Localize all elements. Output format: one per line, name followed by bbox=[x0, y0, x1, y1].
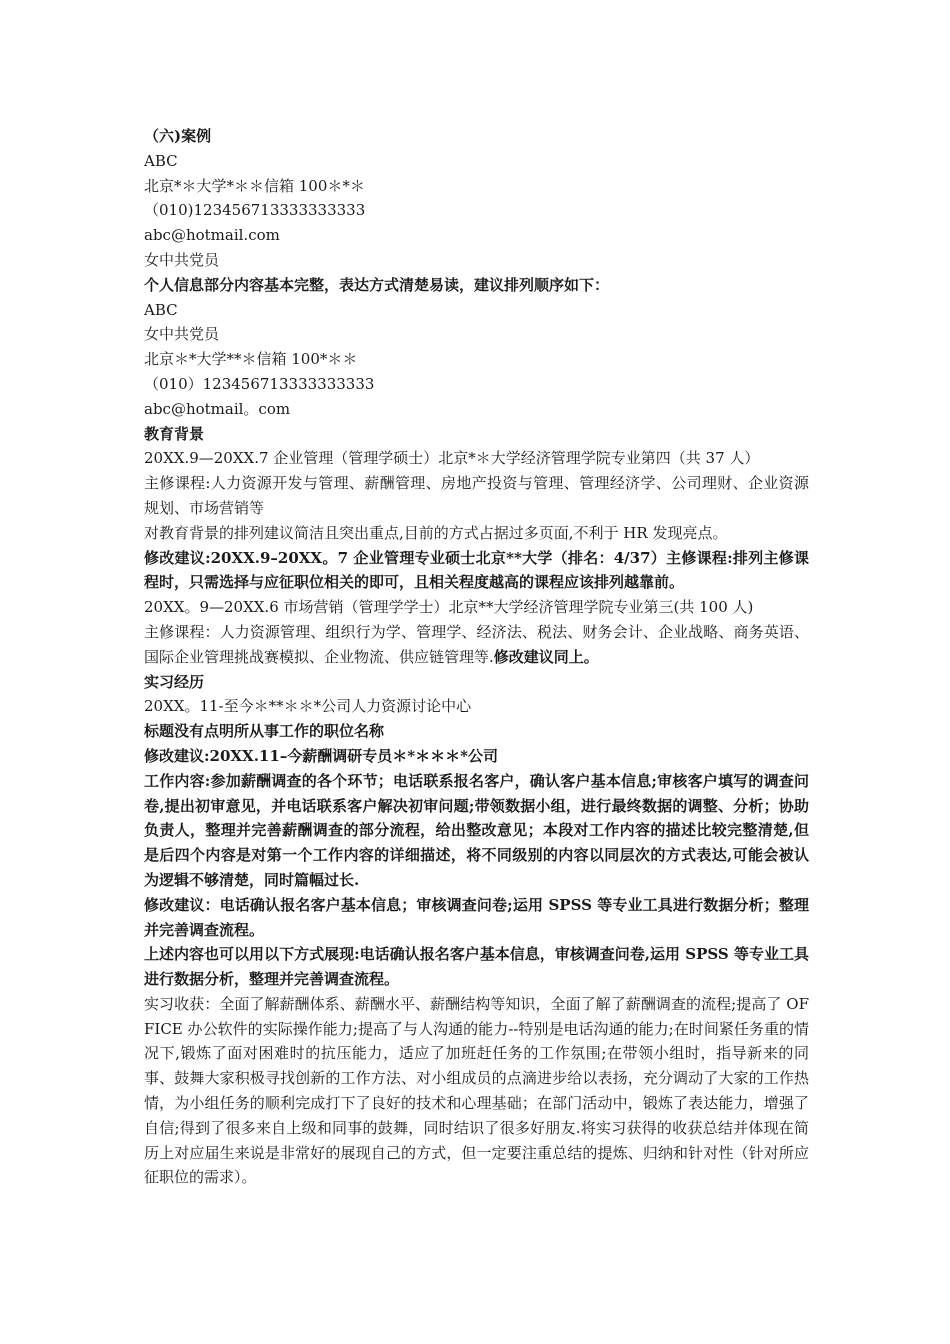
phone-line: （010)123456713333333333 bbox=[144, 201, 366, 220]
education-comment: 对教育背景的排列建议简洁且突出重点,目前的方式占据过多页面,不利于 HR 发现亮点。 bbox=[144, 523, 728, 542]
phone-line-revised: （010）123456713333333333 bbox=[144, 374, 375, 393]
address-line: 北京*＊大学*＊＊信箱 100＊*＊ bbox=[144, 176, 365, 195]
internship-gains: 实习收获：全面了解薪酬体系、薪酬水平、薪酬结构等知识，全面了解了薪酬调查的流程;提高了 OFFICE 办公软件的实际操作能力;提高了与人沟通的能力--特别是电话沟通的能力;在时间紧任务重的情况下,锻炼了面对困难时的抗压能力，适应了加班赶任务的工作氛围;在带领小组时，指导新来的同事、鼓舞大家积极寻找创新的工作方法、对小组成员的点滴进步给以表扬，充分调动了大家的工作热情，为小组任务的顺利完成打下了良好的技术和心理基础；在部门活动中，锻炼了表达能力，增强了自信;得到了很多来自上级和同事的鼓舞，同时结识了很多好朋友.将实习获得的收获总结并体现在简历上对应届生来说是非常好的展现自己的方式，但一定要注重总结的提炼、归纳和针对性（针对所应征职位的需求）。 bbox=[144, 994, 809, 1187]
name-line: ABC bbox=[144, 151, 178, 170]
address-line-revised: 北京＊*大学**＊信箱 100*＊＊ bbox=[144, 350, 358, 369]
name-line-revised: ABC bbox=[144, 300, 178, 319]
education-entry-master: 20XX.9—20XX.7 企业管理（管理学硕士）北京*＊大学经济管理学院专业第四（共 37 人） bbox=[144, 449, 760, 468]
internship-title: 实习经历 bbox=[144, 672, 205, 691]
internship-work-content: 工作内容:参加薪酬调查的各个环节；电话联系报名客户，确认客户基本信息;审核客户填写的调查问卷,提出初审意见，并电话联系客户解决初审问题;带领数据小组，进行最终数据的调整、分析；协助负责人，整理并完善薪酬调查的部分流程，给出整改意见；本段对工作内容的描述比较完整清楚,但是后四个内容是对第一个工作内容的详细描述，将不同级别的内容以同层次的方式表达,可能会被认为逻辑不够清楚，同时篇幅过长. bbox=[144, 771, 809, 889]
internship-work-suggestion: 修改建议：电话确认报名客户基本信息；审核调查问卷;运用 SPSS 等专业工具进行数据分析；整理并完善调查流程。 bbox=[144, 895, 809, 939]
document-page bbox=[144, 124, 809, 1190]
education-courses-bachelor-suggestion: 修改建议同上。 bbox=[493, 647, 599, 666]
internship-entry: 20XX。11-至今＊**＊＊*公司人力资源讨论中心 bbox=[144, 697, 472, 716]
education-entry-bachelor: 20XX。9—20XX.6 市场营销（管理学学士）北京**大学经济管理学院专业第三(共 100 人) bbox=[144, 598, 754, 617]
personal-info-comment: 个人信息部分内容基本完整，表达方式清楚易读，建议排列顺序如下： bbox=[144, 275, 610, 294]
internship-comment: 标题没有点明所从事工作的职位名称 bbox=[144, 722, 385, 741]
education-suggestion: 修改建议:20XX.9–20XX。7 企业管理专业硕士北京**大学（排名：4/37）主修课程:排列主修课程时，只需选择与应征职位相关的即可，且相关程度越高的课程应该排列越靠前。 bbox=[144, 548, 809, 592]
education-title: 教育背景 bbox=[144, 424, 205, 443]
education-courses-bachelor bbox=[144, 620, 809, 670]
internship-alternative: 上述内容也可以用以下方式展现:电话确认报名客户基本信息，审核调查问卷,运用 SPSS 等专业工具进行数据分析，整理并完善调查流程。 bbox=[144, 945, 809, 989]
identity-line-revised: 女中共党员 bbox=[144, 325, 220, 344]
internship-title-suggestion: 修改建议:20XX.11–今薪酬调研专员＊*＊＊＊*公司 bbox=[144, 746, 498, 765]
education-courses-bachelor-text: 主修课程：人力资源管理、组织行为学、管理学、经济法、税法、财务会计、企业战略、商务英语、国际企业管理挑战赛模拟、企业物流、供应链管理等. bbox=[144, 622, 809, 666]
education-courses-master: 主修课程:人力资源开发与管理、薪酬管理、房地产投资与管理、管理经济学、公司理财、企业资源规划、市场营销等 bbox=[144, 474, 809, 517]
email-line-revised: abc@hotmail。com bbox=[144, 399, 291, 418]
identity-line: 女中共党员 bbox=[144, 250, 220, 269]
email-line: abc@hotmail.com bbox=[144, 226, 280, 245]
section-heading: （六)案例 bbox=[144, 127, 212, 145]
